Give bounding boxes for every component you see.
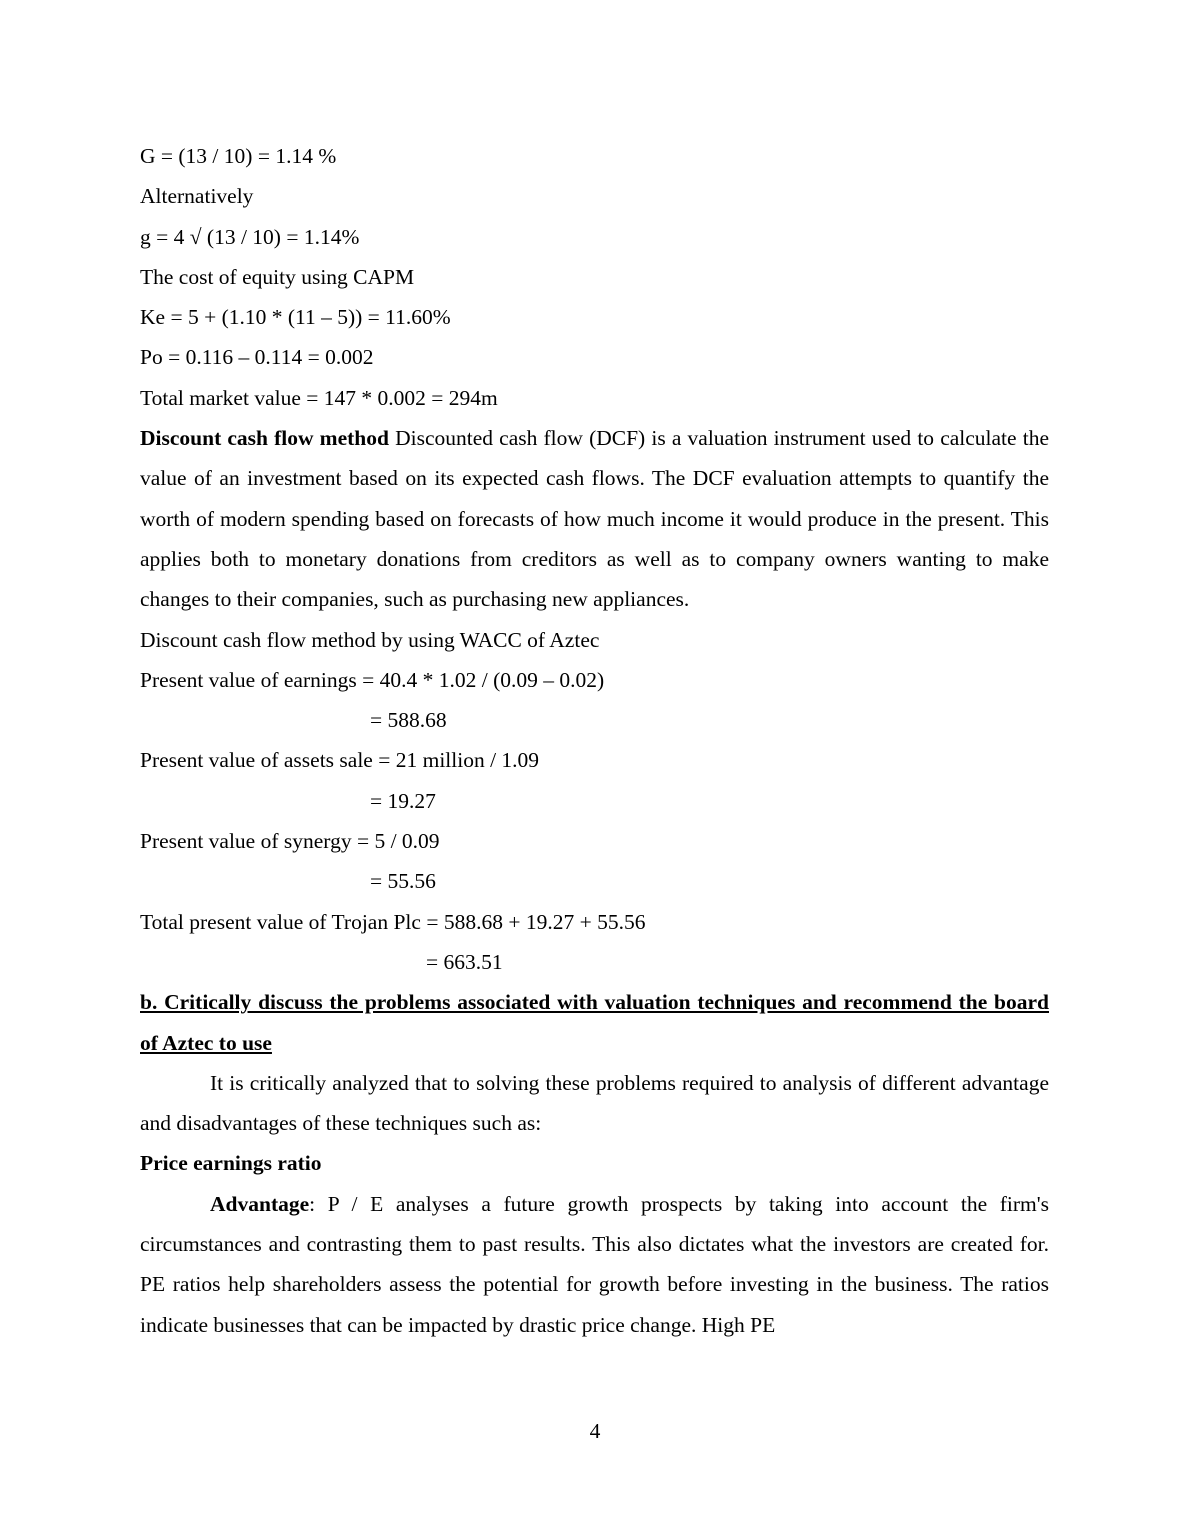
pv-earnings-result: = 588.68 bbox=[370, 708, 447, 733]
pv-synergy-line: Present value of synergy = 5 / 0.09 bbox=[140, 829, 440, 854]
page-number: 4 bbox=[589, 1419, 601, 1443]
calc-line-total-market-value: Total market value = 147 * 0.002 = 294m bbox=[140, 385, 498, 410]
calc-line-growth-alt: g = 4 √ (13 / 10) = 1.14% bbox=[140, 224, 360, 249]
calc-line-growth: G = (13 / 10) = 1.14 % bbox=[140, 144, 337, 168]
pv-synergy-result: = 55.56 bbox=[370, 869, 436, 894]
dcf-heading: Discount cash flow method bbox=[140, 426, 389, 451]
calc-line-po: Po = 0.116 – 0.114 = 0.002 bbox=[140, 345, 374, 370]
total-pv-result: = 663.51 bbox=[426, 949, 503, 974]
pv-assets-result: = 19.27 bbox=[370, 788, 436, 813]
pe-ratio-subheading: Price earnings ratio bbox=[140, 1151, 322, 1176]
calc-line-ke: Ke = 5 + (1.10 * (11 – 5)) = 11.60% bbox=[140, 305, 451, 330]
total-pv-line: Total present value of Trojan Plc = 588.68 + 19.27 + 55.56 bbox=[140, 909, 646, 934]
advantage-text: : P / E analyses a future growth prospects by taking into account the firm's circumstances and contrasting them to past results. This also dictates what the investors are created for. PE ratios help shareholders assess the potential for growth before investing in the business. The ratios indicate businesses that can be impacted by drastic price change. High PE bbox=[140, 1191, 1049, 1337]
pv-earnings-line: Present value of earnings = 40.4 * 1.02 / (0.09 – 0.02) bbox=[140, 667, 605, 692]
pv-assets-line: Present value of assets sale = 21 million / 1.09 bbox=[140, 748, 540, 773]
calc-line-capm-title: The cost of equity using CAPM bbox=[140, 264, 415, 289]
dcf-calc-title: Discount cash flow method by using WACC of Aztec bbox=[140, 627, 600, 652]
dcf-paragraph bbox=[140, 418, 1049, 619]
document-page bbox=[140, 136, 1049, 1345]
advantage-label: Advantage bbox=[210, 1191, 310, 1216]
advantage-paragraph bbox=[140, 1184, 1049, 1345]
calc-line-alternatively: Alternatively bbox=[140, 184, 254, 209]
dcf-body: Discounted cash flow (DCF) is a valuation instrument used to calculate the value of an investment based on its expected cash flows. The DCF evaluation attempts to quantify the worth of modern spending based on forecasts of how much income it would produce in the present. This applies both to monetary donations from creditors as well as to company owners wanting to make changes to their companies, such as purchasing new appliances. bbox=[140, 426, 1049, 612]
section-b-heading: b. Critically discuss the problems associated with valuation techniques and recommend the board of Aztec to use bbox=[140, 990, 1049, 1055]
section-b-intro: It is critically analyzed that to solving these problems required to analysis of different advantage and disadvantages of these techniques such as: bbox=[140, 1070, 1049, 1136]
